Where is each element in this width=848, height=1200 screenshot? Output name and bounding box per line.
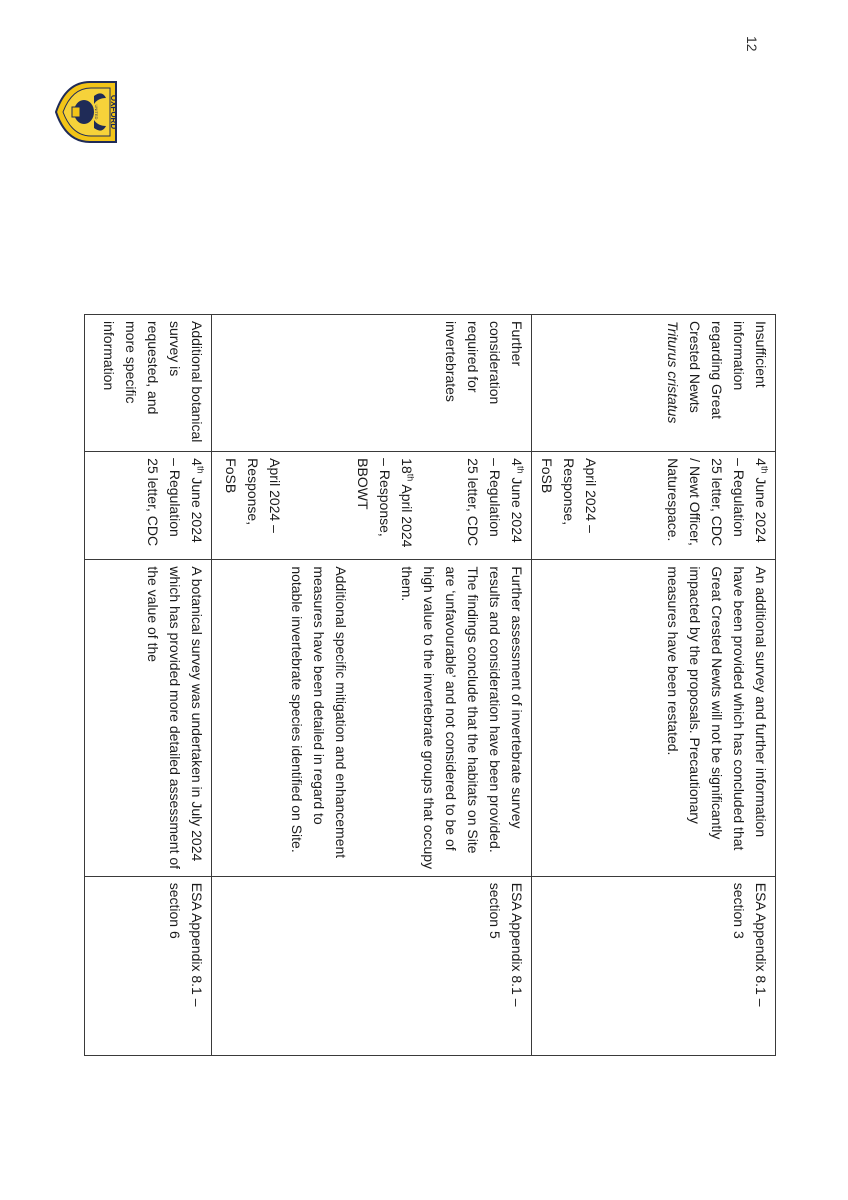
response-cell bbox=[532, 560, 776, 876]
source-day-suffix: th bbox=[405, 473, 416, 482]
reference-text: ESA Appendix 8.1 – section 3 bbox=[731, 882, 769, 1007]
source-text: June 2024 – Regulation 25 letter, CDC bbox=[465, 458, 525, 547]
source-day-suffix: th bbox=[195, 465, 206, 474]
source-text: April 2024 – Response, BBOWT bbox=[355, 458, 415, 548]
source-entry bbox=[462, 458, 528, 553]
issue-text: Insufficient information regarding Great Crested Newts bbox=[687, 321, 769, 420]
reference-cell bbox=[532, 876, 776, 1055]
issue-cell bbox=[85, 315, 212, 452]
source-day: 4 bbox=[189, 458, 205, 466]
response-cell bbox=[85, 560, 212, 876]
response-paragraph: A botanical survey was undertaken in July 2024 which has provided more detailed assessment of the value of the bbox=[145, 566, 205, 870]
source-day: 18 bbox=[399, 458, 415, 474]
source-entry bbox=[352, 458, 418, 553]
svg-text:UNITED: UNITED bbox=[94, 104, 99, 120]
source-entry bbox=[220, 458, 286, 553]
source-text: April 2024 – Response, FoSB bbox=[539, 458, 599, 533]
source-cell bbox=[85, 452, 212, 560]
source-day-suffix: th bbox=[759, 465, 770, 474]
reference-cell bbox=[85, 876, 212, 1055]
mitigation-table-rotated bbox=[101, 314, 776, 1056]
source-entry bbox=[142, 458, 208, 553]
issue-cell bbox=[532, 315, 776, 452]
table-row bbox=[85, 315, 212, 1056]
response-paragraph: Additional specific mitigation and enhancement measures have been detailed in regard to notable invertebrate species identified on Site. bbox=[289, 566, 349, 859]
oxford-united-crest-logo bbox=[52, 76, 124, 148]
response-paragraph: An additional survey and further information have been provided which has concluded that Great Crested Newts will not be significantly impacted by the proposals. Precautionary measures have been restated. bbox=[665, 566, 769, 851]
source-cell bbox=[212, 452, 532, 560]
table-row bbox=[212, 315, 532, 1056]
page-number: 12 bbox=[744, 36, 760, 52]
table-row bbox=[532, 315, 776, 1056]
svg-text:OXFORD: OXFORD bbox=[109, 94, 118, 130]
reference-text: ESA Appendix 8.1 – section 5 bbox=[487, 882, 525, 1007]
source-day: 4 bbox=[509, 458, 525, 466]
species-name: Triturus cristatus bbox=[665, 321, 681, 424]
issue-cell bbox=[212, 315, 532, 452]
mitigation-table bbox=[84, 314, 776, 1056]
source-entry bbox=[662, 458, 772, 553]
source-day: 4 bbox=[753, 458, 769, 466]
issue-text: Additional botanical survey is requested, and more specific information bbox=[101, 321, 205, 443]
response-paragraph: Further assessment of invertebrate survey results and consideration have been provided. The findings conclude that the habitats on Site are ‘unfavourable’ and not considered to be of high value to the invertebrate groups that occupy them. bbox=[399, 566, 525, 870]
source-entry bbox=[536, 458, 602, 553]
source-text: June 2024 – Regulation 25 letter, CDC bbox=[145, 458, 205, 547]
issue-text: Further consideration required for invertebrates bbox=[443, 321, 525, 405]
source-cell bbox=[532, 452, 776, 560]
source-day-suffix: th bbox=[515, 465, 526, 474]
reference-cell bbox=[212, 876, 532, 1055]
source-text: April 2024 – Response, FoSB bbox=[223, 458, 283, 533]
reference-text: ESA Appendix 8.1 – section 6 bbox=[167, 882, 205, 1007]
response-cell bbox=[212, 560, 532, 876]
source-text: June 2024 – Regulation 25 letter, CDC / Newt Officer, Naturespace. bbox=[665, 458, 769, 547]
